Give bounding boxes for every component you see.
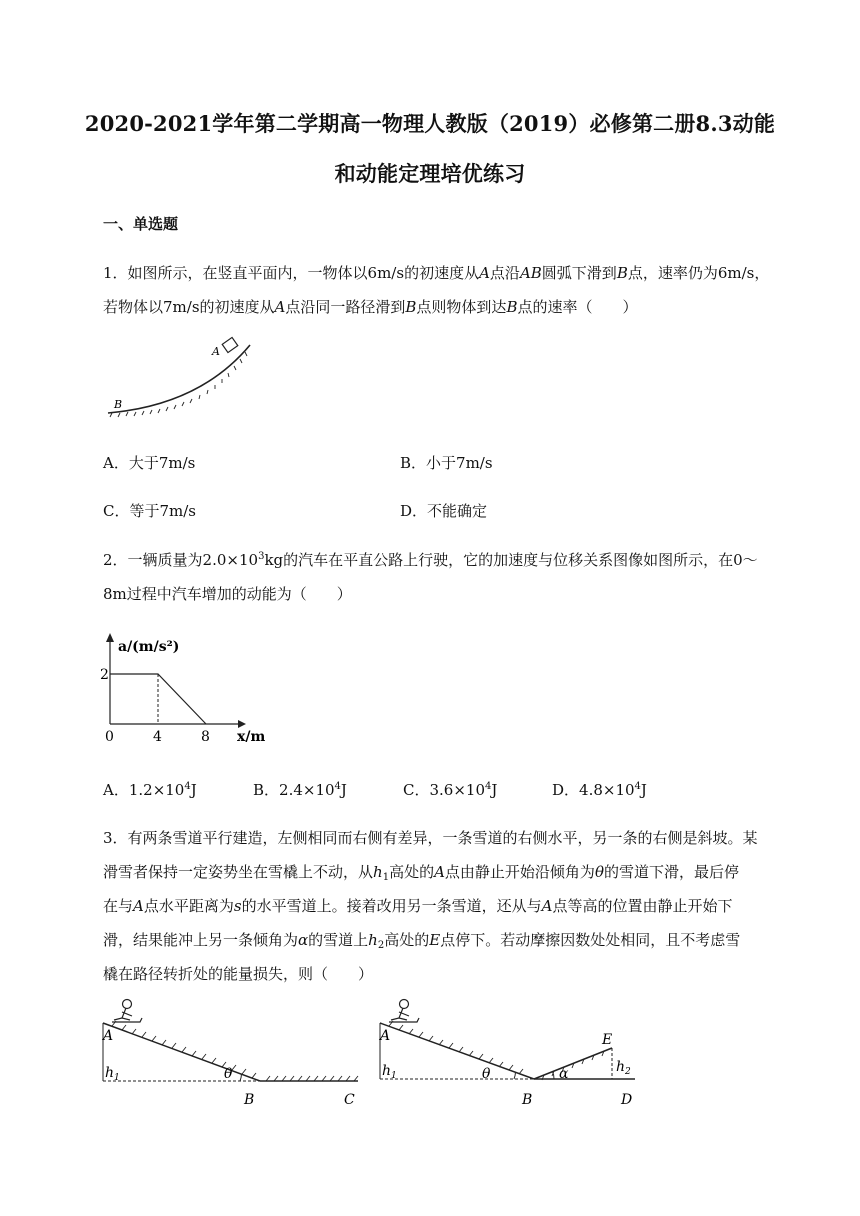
q3-line3: 在与A点水平距离为s的水平雪道上。接着改用另一条雪道，还从与A点等高的位置由静止开始下	[103, 897, 733, 915]
q3-right-figure	[377, 998, 642, 1113]
q2-x-tick-label: 0	[105, 729, 114, 745]
q3-line5: 橇在路径转折处的能量损失，则（ ）	[103, 965, 374, 983]
q3-left-label-c: C	[344, 1092, 355, 1108]
q3-right-skier	[389, 1000, 419, 1023]
q1-arc-figure	[100, 335, 260, 420]
q3-line1: 3．有两条雪道平行建造，左侧相同而右侧有差异，一条雪道的右侧水平，另一条的右侧是斜坡。某	[103, 829, 758, 847]
section-heading: 一、单选题	[103, 215, 179, 233]
q3-left-figure	[100, 998, 365, 1113]
q3-left-slope	[103, 1023, 260, 1081]
q2-y-tick-label: 2	[100, 667, 109, 683]
q3-right-slope-up	[534, 1048, 612, 1079]
q3-right-theta-arc	[514, 1072, 516, 1079]
q2-x-tick-label: 4	[153, 729, 162, 745]
q2-acceleration-chart	[98, 630, 278, 745]
q3-line2: 滑雪者保持一定姿势坐在雪橇上不动，从$h_1$高处的A点由静止开始沿倾角为θ的雪道下滑，最后停	[103, 863, 739, 883]
document-title-line2: 和动能定理培优练习	[334, 161, 526, 186]
q3-left-slope-hatching	[112, 1021, 256, 1078]
q3-left-label-a: A	[103, 1028, 114, 1044]
q3-right-label-alpha: α	[559, 1066, 569, 1082]
q1-option-d[interactable]: D．不能确定	[400, 502, 488, 520]
q3-right-label-e: E	[602, 1032, 613, 1048]
q1-block	[222, 337, 238, 352]
q2-x-axis-label: x/m	[237, 729, 266, 745]
q3-right-label-h2: $h_2$	[616, 1059, 631, 1077]
q3-left-label-h1: $h_1$	[105, 1065, 120, 1083]
q1-line1: 1．如图所示，在竖直平面内，一物体以6m/s的初速度从A点沿AB圆弧下滑到B点，速率仍为6m/s，	[103, 264, 770, 282]
q1-label-a: A	[212, 345, 220, 358]
q2-option-c[interactable]: C．$3.6\times 10^4J$	[403, 781, 498, 799]
q2-y-axis-label: a/(m/s²)	[118, 639, 180, 655]
q3-right-label-b: B	[522, 1092, 533, 1108]
q1-option-a[interactable]: A．大于7m/s	[103, 454, 196, 472]
q3-left-label-theta: θ	[224, 1066, 233, 1082]
document-title-line1: 2020-2021学年第二学期高一物理人教版（2019）必修第二册8.3动能	[84, 111, 776, 136]
q3-right-label-d: D	[621, 1092, 633, 1108]
q2-line2: 8m过程中汽车增加的动能为（ ）	[103, 585, 352, 603]
q3-left-skier	[112, 1000, 142, 1023]
q1-label-b: B	[114, 398, 123, 411]
q2-option-a[interactable]: A．$1.2\times 10^4J$	[103, 781, 197, 799]
q3-left-angle-arc	[240, 1074, 242, 1081]
q1-arc-surface	[108, 345, 250, 413]
q3-right-slope-down-hatching	[389, 1021, 523, 1074]
q2-y-arrow	[106, 633, 114, 642]
q3-right-label-theta: θ	[482, 1066, 491, 1082]
q1-line2: 若物体以7m/s的初速度从A点沿同一路径滑到B点则物体到达B点的速率（ ）	[103, 298, 638, 316]
q2-x-tick-label: 8	[201, 729, 210, 745]
q3-right-label-h1: $h_1$	[382, 1063, 397, 1081]
q2-option-b[interactable]: B．$2.4\times 10^4J$	[253, 781, 347, 799]
q1-option-c[interactable]: C．等于7m/s	[103, 502, 196, 520]
q1-option-b[interactable]: B．小于7m/s	[400, 454, 493, 472]
q2-x-arrow	[238, 720, 246, 728]
q1-arc-hatching	[110, 352, 247, 417]
q2-line1: 2．一辆质量为$2.0\times 10^3kg$的汽车在平直公路上行驶，它的加速度与位移关系图像如图所示，在0～	[103, 551, 758, 569]
q3-right-label-a: A	[380, 1028, 391, 1044]
q3-right-slope-down	[380, 1023, 534, 1079]
q3-line4: 滑，结果能冲上另一条倾角为α的雪道上$h_2$高处的E点停下。若动摩擦因数处处相同，且不考虑雪	[103, 931, 741, 951]
q3-left-label-b: B	[244, 1092, 255, 1108]
q2-option-d[interactable]: D．$4.8\times 10^4J$	[552, 781, 647, 799]
